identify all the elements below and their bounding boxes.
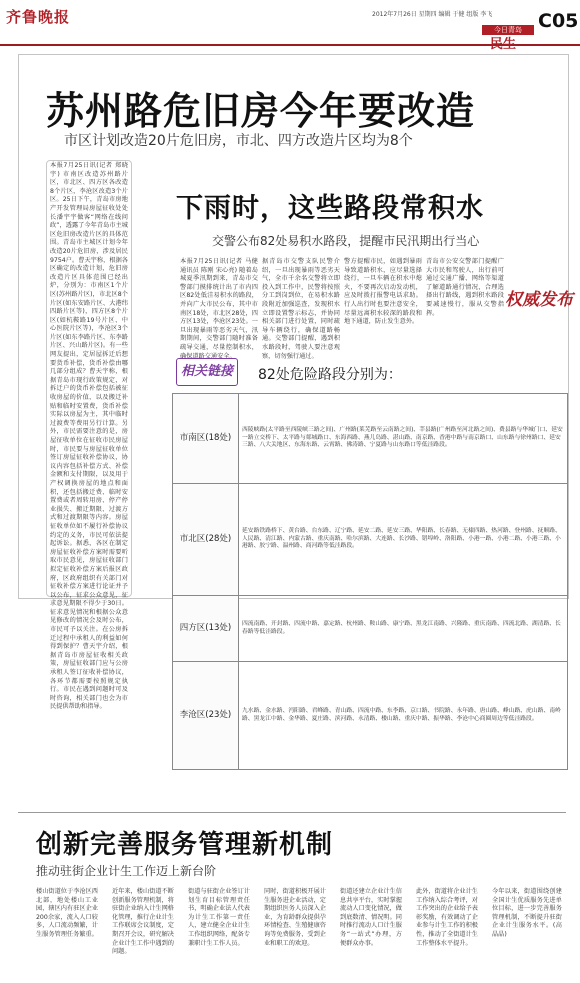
service-col-7: 今年以来，街道围绕创建全国计生优质服务先进单位目标，进一步完善服务管理机制，不断提升驻街企业计生服务水平。(高晶晶) — [492, 888, 562, 938]
section-tag: 今日青岛 — [482, 25, 534, 35]
roads-cell: 西陵峡路(太平路至西陵峡三路之间)、广州路(莱芜路至云南路之间)、莘县路(广州路至河北路之间)、费县路与华城门口、延安一路立交桥下、太平路与郯城路口、东海西路、燕儿岛路、湛山路、南京路、香港中路与南京路口、山东路与徐州路口、延安三路、八大关地区、东海东路、云霄路、佛涛路、宁夏路与山东路口等低洼路段。 — [239, 394, 568, 484]
table-title: 82处危险路段分别为： — [258, 367, 402, 383]
section-divider — [18, 812, 566, 813]
district-cell: 市南区(18处) — [173, 394, 239, 484]
lead-body: 本报7月25日讯(记者 郑晓宇) 市南区改造苏州路片区，市北区、四方区各改造8个片区，李沧区改造3个片区。25日下午，青岛市房地产开发管理局房屋征收处处长潘宇宇做客“网络在线问政”，透露了今年青岛市主城区危旧房改造片区的具体范围。青岛市主城区计划今年改造20片危旧房，涉及居民9754户。曹天宇称，根据各区确定的改造计划，危旧房改造片区具体范围已经出炉，分别为：市南区1个片区(苏州路片区)，市北区8个片区(如东安路片区、大港纬四路片区等)，四方区8个片区(如杭鞍路19号片区、中心医院片区等)，李沧区3个片区(如东李路片区、东李路片区、兴山路片区)。有一些网友提出，定居屋拆迁后想要货币补偿，货币补偿由哪几部分组成？曹天宇称，根据青岛市现行政策规定，对拆迁户的货币补偿包括被征收房屋的价值，以及搬迁补贴和临时安置费，货币补偿实际以房屋为主，其中临时过渡费等费用另行计算。另外，市民需要注意的是，房屋征收单位在征收市民房屋时，市民要与房屋征收单位签订房屋征收补偿协议，协议内容包括补偿方式、补偿金额和支付期限，以及用于产权调换房屋的地点和面积，还包括搬迁费、临时安置费或者周转用房、停产停业损失、搬迁期限、过渡方式和过渡期限等内容。房屋征收单位如不履行补偿协议约定的义务，市民可依法提起诉讼。据悉，各区在制定房屋征收补偿方案时需要听取市民意见，房屋征收部门拟定征收补偿方案后报区政府，区政府组织有关部门对征收补偿方案进行论证并予以公布，征求公众意见，征求意见期限不得少于30日。征求意见情况和根据公众意见修改的情况会及时公布，市民可予以关注。在公房拆迁过程中承租人的利益如何得到保护？曹天宇介绍，根据青岛市房屋征收相关政策，房屋征收部门应与公房承租人签订征收补偿协议，各环节都需要按照规定执行。市民在遇到问题时可及时咨询，相关部门也会为市民提供帮助和指导。 — [50, 162, 128, 711]
service-col-5: 街道还建立企业计生信息共享平台，实时掌握流动人口变化情况，做到底数清、情况明。同时推行流动人口计生服务“一站式”办理，方便群众办事。 — [340, 888, 402, 947]
district-cell: 四方区(13处) — [173, 596, 239, 662]
table-row — [173, 484, 568, 596]
service-col-1: 楼山街道位于李沧区西北部，地处楼山工业园，辖区内有驻区企业200余家，流入人口较多，人口流动频繁，计生服务管理任务繁重。 — [36, 888, 98, 938]
rain-col-4: 青岛市公安交警部门提醒广大市民和驾驶人，出行前可通过交通广播、网络等渠道了解道路通行情况，合理选择出行路线，遇到积水路段要减速慢行，服从交警指挥。 — [426, 258, 504, 317]
service-col-3: 街道与驻街企业签订计划生育目标管理责任书，明确企业法人代表为计生工作第一责任人，建立健全企业计生工作组织网络，配备专兼职计生工作人员。 — [188, 888, 250, 947]
related-link-badge: 相关链接 — [176, 358, 238, 386]
service-col-2: 近年来，楼山街道不断创新服务管理机制，将驻街企业纳入计生网格化管理，推行企业计生工作联席会议制度，定期召开会议，研究解决企业计生工作中遇到的问题。 — [112, 888, 174, 956]
newspaper-logo: 齐鲁晚报 — [6, 8, 71, 26]
rain-col-1: 本报7月25日讯(记者 马健 通讯员 陈刚 宋心亮) 随着岛城夏季汛期到来，青岛市交警部门摸排统计出了市内四区82处低洼易积水的路段，并向广大市民公布，其中市南区18处，市北区28处，四方区13处，李沧区23处。一旦出现暴雨等恶劣天气，汛期期间，交警部门随时准备疏导交通，尽量控制积水，确保道路交通安全。 — [180, 258, 258, 360]
district-cell: 李沧区(23处) — [173, 662, 239, 770]
service-headline: 创新完善服务管理新机制 — [36, 830, 334, 860]
lead-subtitle: 市区计划改造20片危旧房，市北、四方改造片区均为8个 — [64, 133, 413, 149]
page-header — [0, 0, 580, 52]
table-row — [173, 662, 568, 770]
rain-col-2: 据青岛市交警支队民警介绍，一旦出现暴雨等恶劣天气，全市千余名交警将立即投入到工作中，民警将按照分工到岗到位，在易积水路段附近加强巡查，发现积水立即设置警示标志，并协同相关部门进行处置，同时疏导车辆绕行，确保道路畅通。交警部门提醒，遇到积水路段时，驾驶人要注意观察，切勿强行通过。 — [262, 258, 340, 360]
service-subtitle: 推动驻街企业计生工作迈上新台阶 — [36, 864, 217, 878]
roads-cell: 四流南路、开封路、四流中路、嘉定路、杭州路、鞍山路、康宁路、黑龙江南路、兴隆路、重庆南路、四流北路、湖清路、长春路等低洼路段。 — [239, 596, 568, 662]
roads-cell: 九水路、金水路、沔阳路、君峰路、青山路、四流中路、东李路、京口路、书院路、永年路、唐山路、峰山路、虎山路、南岭路、黑龙江中路、金华路、夏庄路、滨河路、永清路、楼山路、重庆中路、振华路、李沧中心商圈周边等低洼路段。 — [239, 662, 568, 770]
rain-col-3: 警方提醒市民，如遇到暴雨导致道路积水，应尽量选择绕行，一旦车辆在积水中熄火，不要再次启动发动机，应及时拨打报警电话求助。行人出行时也要注意安全，尽量远离积水较深的路段和地下通道，防止发生意外。 — [344, 258, 422, 326]
issue-meta: 2012年7月26日 星期四 编辑 于健 组版 李飞 — [372, 11, 493, 18]
roads-cell: 延安路铁路桥下、黄台路、台东路、辽宁路、延安二路、延安三路、华阳路、长春路、无棣四路、热河路、登州路、抚顺路、人民路、清江路、内蒙古路、重庆南路、哈尔滨路、大连路、长沙路、错埠岭、洛阳路、小港一路、小港二路、小港三路、小港路、胶宁路、温州路、商河路等低洼路段。 — [239, 484, 568, 596]
rain-headline: 下雨时，这些路段常积水 — [176, 193, 484, 224]
rain-subtitle: 交警公布82处易积水路段，提醒市民汛期出行当心 — [212, 234, 480, 248]
authority-badge: 权威发布 — [505, 290, 573, 310]
district-cell: 市北区(28处) — [173, 484, 239, 596]
service-col-4: 同时，街道积极开展计生服务进企业活动，定期组织医务人员深入企业，为育龄群众提供孕环情检查、生殖健康咨询等免费服务，受到企业和职工的欢迎。 — [264, 888, 326, 947]
table-row — [173, 596, 568, 662]
lead-headline: 苏州路危旧房今年要改造 — [46, 89, 476, 133]
danger-roads-table — [172, 393, 568, 770]
section-name: 民生 — [490, 37, 517, 52]
service-col-6: 此外，街道将企业计生工作纳入综合考评，对工作突出的企业给予表彰奖励，有效调动了企业参与计生工作的积极性，推动了全街道计生工作整体水平提升。 — [416, 888, 478, 947]
table-row — [173, 394, 568, 484]
page-number: C05 — [538, 10, 579, 32]
